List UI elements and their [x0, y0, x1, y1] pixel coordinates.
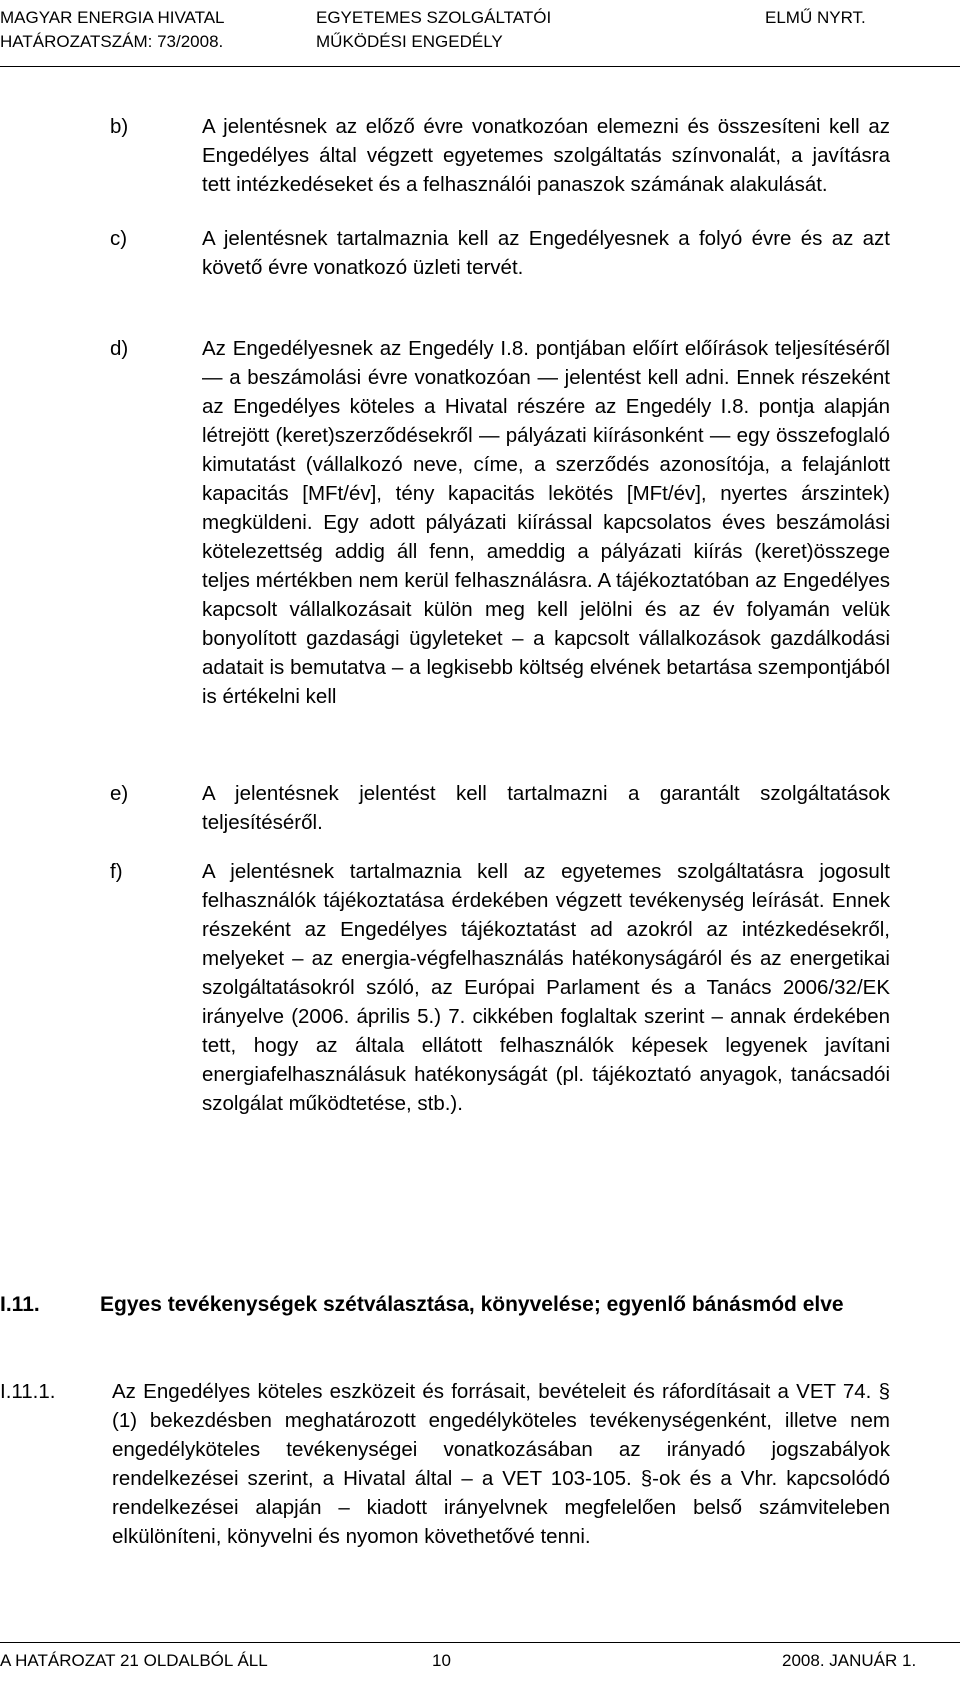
- footer-page-count: A HATÁROZAT 21 OLDALBÓL ÁLL: [0, 1651, 268, 1670]
- page-header: [0, 0, 960, 67]
- list-item-label: d): [110, 337, 129, 360]
- list-item-text: A jelentésnek jelentést kell tartalmazni a garantált szolgáltatások teljesítéséről.: [202, 782, 890, 834]
- header-company: ELMŰ NYRT.: [765, 8, 866, 27]
- list-item-label: f): [110, 860, 123, 883]
- header-resolution-number: HATÁROZATSZÁM: 73/2008.: [0, 32, 224, 51]
- header-center: [316, 6, 551, 54]
- list-item-text: A jelentésnek az előző évre vonatkozóan elemezni és összesíteni kell az Engedélyes által végzett egyetemes szolgáltatás színvonalát, a javításra tett intézkedéseket és a felhasználói panaszok számának alakulását.: [202, 115, 890, 196]
- list-item-text: A jelentésnek tartalmaznia kell az egyetemes szolgáltatásra jogosult felhasználók tájékoztatása érdekében végzett tevékenység leírását. Ennek részeként az Engedélyes tájékoztatást ad azokról az intézkedésekről, melyeket – az energia-végfelhasználás hatékonyságáról és az energetikai szolgáltatásokról szóló, az Európai Parlament és a Tanács 2006/32/EK irányelve (2006. április 5.) 7. cikkében foglaltak szerint – annak érdekében tett, hogy az általa ellátott felhasználók képesek legyenek javítani energiafelhasználásuk hatékonyságát (pl. tájékoztató anyagok, tanácsadói szolgálat működtetése, stb.).: [202, 860, 890, 1115]
- list-item-text: A jelentésnek tartalmaznia kell az Engedélyesnek a folyó évre és az azt követő évre vonatkozó üzleti tervét.: [202, 227, 890, 279]
- section-number: I.11.: [0, 1293, 40, 1316]
- list-item-text: Az Engedélyesnek az Engedély I.8. pontjában előírt előírások teljesítéséről ― a beszámolási évre vonatkozóan ― jelentést kell adni. Ennek részeként az Engedélyes köteles a Hivatal részére az Engedély I.8. pontja alapján létrejött (keret)szerződésekről ― pályázati kiírásonként ― egy összefoglaló kimutatást (vállalkozó neve, címe, a szerződés azonosítója, a felajánlott kapacitás [MFt/év], tény kapacitás lekötés [MFt/év], nyertes árszintek) megküldeni. Egy adott pályázati kiírással kapcsolatos éves beszámolási kötelezettség addig áll fenn, ameddig a pályázati kiírás (keret)összege teljes mértékben nem kerül felhasználásra. A tájékoztatóban az Engedélyes kapcsolt vállalkozásait külön meg kell jelölni és az év folyamán velük bonyolított gazdasági ügyleteket – a kapcsolt vállalkozások gazdálkodási adatait is bemutatva – a legkisebb költség elvének betartása szempontjából is értékelni kell: [202, 337, 890, 708]
- subsection-text: Az Engedélyes köteles eszközeit és forrásait, bevételeit és ráfordításait a VET 74. § (1) bekezdésben meghatározott engedélyköteles tevékenységenként, illetve nem engedélyköteles tevékenységei vonatkozásában az irányadó jogszabályok rendelkezései szerint, a Hivatal által – a VET 103-105. §-ok és a Vhr. kapcsolódó rendelkezései alapján – kiadott irányelvnek megfelelően belső számviteleben elkülöníteni, könyvelni és nyomon követhetővé tenni.: [112, 1380, 890, 1548]
- list-item-d: [110, 334, 890, 711]
- header-license-type: EGYETEMES SZOLGÁLTATÓI: [316, 8, 552, 27]
- list-item-label: c): [110, 227, 128, 250]
- subsection-paragraph: [0, 1377, 890, 1551]
- section-title: Egyes tevékenységek szétválasztása, könyvelése; egyenlő bánásmód elve: [100, 1293, 844, 1316]
- list-item-label: e): [110, 782, 129, 805]
- list-item-f: [110, 857, 890, 1118]
- footer-date: 2008. JANUÁR 1.: [782, 1651, 917, 1670]
- header-left: [0, 6, 225, 54]
- list-item-c: [110, 224, 890, 282]
- list-item-b: [110, 112, 890, 199]
- list-item-e: [110, 779, 890, 837]
- header-license-subtitle: MŰKÖDÉSI ENGEDÉLY: [316, 32, 503, 51]
- header-right: [765, 6, 866, 30]
- header-authority: MAGYAR ENERGIA HIVATAL: [0, 8, 225, 27]
- footer-page-number: 10: [432, 1651, 451, 1670]
- section-heading: [0, 1290, 890, 1320]
- subsection-number: I.11.1.: [0, 1380, 56, 1403]
- page-footer: [0, 1642, 960, 1686]
- list-item-label: b): [110, 115, 129, 138]
